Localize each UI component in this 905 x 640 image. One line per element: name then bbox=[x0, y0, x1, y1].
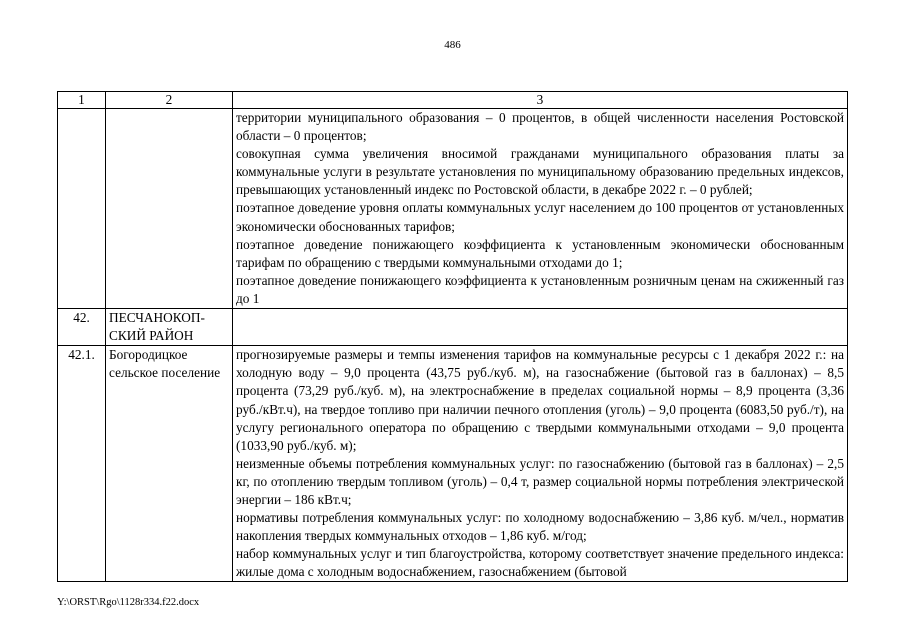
paragraph: поэтапное доведение понижающего коэффициента к установленным экономически обоснованным тарифам по обращению с твердыми коммунальными отходами до 1; bbox=[236, 236, 844, 270]
row-content bbox=[233, 309, 848, 346]
paragraph: нормативы потребления коммунальных услуг: по холодному водоснабжению – 3,86 куб. м/чел., норматив накопления твердых коммунальных отходов – 1,86 куб. м/год; bbox=[236, 510, 844, 544]
paragraph: поэтапное доведение уровня оплаты коммунальных услуг населением до 100 процентов от установленных экономически обоснованных тарифов; bbox=[236, 200, 844, 234]
row-number: 42.1. bbox=[58, 346, 106, 582]
paragraph: поэтапное доведение понижающего коэффициента к установленным розничным ценам на сжиженный газ до 1 bbox=[236, 272, 844, 306]
paragraph: совокупная сумма увеличения вносимой гражданами муниципального образования платы за коммунальные услуги в результате установления по муниципальному образованию предельных индексов, превышающих установленный индекс по Ростовской области, в декабре 2022 г. – 0 рублей; bbox=[236, 146, 844, 198]
paragraph: набор коммунальных услуг и тип благоустройства, которому соответствует значение предельного индекса: жилые дома с холодным водоснабжением, газоснабжением (бытовой bbox=[236, 546, 844, 580]
footer-file-path: Y:\ORST\Rgo\1128r334.f22.docx bbox=[57, 597, 200, 608]
row-name: ПЕСЧАНОКОП-СКИЙ РАЙОН bbox=[106, 309, 233, 346]
table-header-row bbox=[58, 92, 848, 109]
table-row bbox=[58, 346, 848, 582]
page-number: 486 bbox=[444, 39, 461, 51]
row-name: Богородицкое сельское поселение bbox=[106, 346, 233, 582]
header-col-2: 2 bbox=[106, 92, 233, 109]
table-row bbox=[58, 309, 848, 346]
paragraph: территории муниципального образования – 0 процентов, в общей численности населения Ростовской области – 0 процентов; bbox=[236, 110, 844, 144]
row-number: 42. bbox=[58, 309, 106, 346]
paragraph: прогнозируемые размеры и темпы изменения тарифов на коммунальные ресурсы с 1 декабря 2022 г.: на холодную воду – 9,0 процента (43,75 руб./куб. м), на газоснабжение (бытовой газ в баллонах) – 8,5 процента (73,29 руб./куб. м), на электроснабжение в пределах социальной нормы – 8,9 процента (3,36 руб./кВт.ч), на твердое топливо при наличии печного отопления (уголь) – 9,0 процента (6083,50 руб./т), на услугу регионального оператора по обращению с твердыми коммунальными отходами – 9,0 процента (1033,90 руб./куб. м); bbox=[236, 347, 844, 453]
row-name bbox=[106, 109, 233, 309]
paragraph: неизменные объемы потребления коммунальных услуг: по газоснабжению (бытовой газ в баллонах) – 2,5 кг, по отоплению твердым топливом (уголь) – 0,4 т, размер социальной нормы потребления электрической энергии – 186 кВт.ч; bbox=[236, 455, 844, 507]
row-content bbox=[233, 109, 848, 309]
table-row bbox=[58, 109, 848, 309]
header-col-1: 1 bbox=[58, 92, 106, 109]
row-number bbox=[58, 109, 106, 309]
row-content bbox=[233, 346, 848, 582]
header-col-3: 3 bbox=[233, 92, 848, 109]
document-table bbox=[57, 91, 848, 582]
